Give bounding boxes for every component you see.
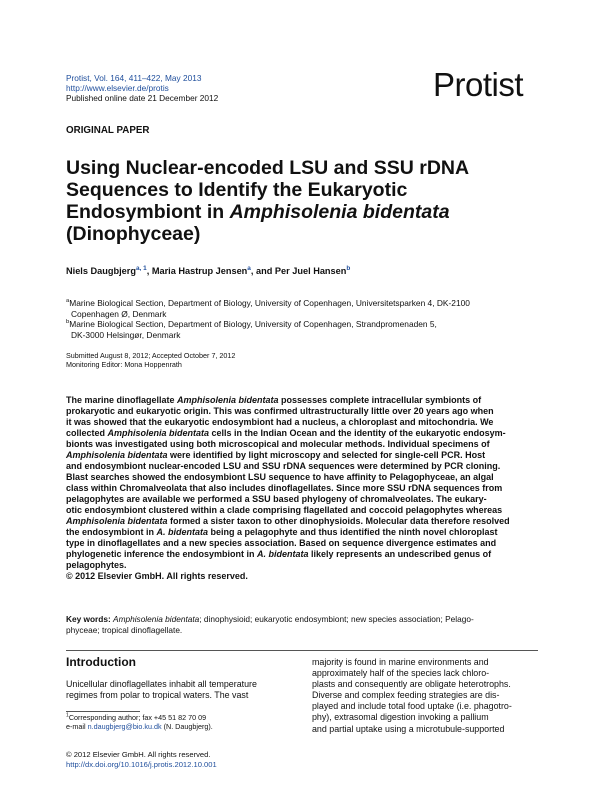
title-line-3: Endosymbiont in Amphisolenia bidentata bbox=[66, 201, 450, 223]
article-title bbox=[66, 157, 536, 245]
author-affil-link[interactable]: a bbox=[247, 264, 251, 272]
journal-url[interactable]: http://www.elsevier.de/protis bbox=[66, 83, 169, 93]
affiliations: $^a$Marine Biological Section, Department of Biology, University of Copenhagen, Universitetsparken 4, DK-2100 Copenhagen Ø, Denmark $^b$Marine Biological Section, Department of Biology, University of Copenhagen, Strandpromenaden 5, DK-3000 Helsingør, Denmark bbox=[66, 298, 566, 340]
section-divider bbox=[66, 650, 538, 651]
author-name: Niels Daugbjerg bbox=[66, 266, 136, 276]
author-name: Per Juel Hansen bbox=[274, 266, 347, 276]
author-name: Maria Hastrup Jensen bbox=[151, 266, 248, 276]
title-species: Amphisolenia bidentata bbox=[229, 201, 450, 223]
affiliation-a: $^a$Marine Biological Section, Department of Biology, University of Copenhagen, Universitetsparken 4, DK-2100 bbox=[66, 298, 470, 308]
journal-logo: Protist bbox=[433, 66, 524, 103]
published-date: Published online date 21 December 2012 bbox=[66, 93, 219, 103]
intro-right-column: majority is found in marine environments and approximately half of the species lack chloro- plasts and consequently are obligate heterotrophs. Diverse and complex feeding strategies are dis- played and include total food uptake (i.e. phagotro- phy), extrasomal digestion invoking a pallium and partial uptake using a microtubule-supported bbox=[312, 657, 512, 734]
keywords-label: Key words: bbox=[66, 614, 114, 624]
paper-type: ORIGINAL PAPER bbox=[66, 125, 150, 136]
intro-left-column: Unicellular dinoflagellates inhabit all temperature regimes from polar to tropical waters. The vast bbox=[66, 679, 257, 701]
author-list: Niels Daugbjerg$^{a, 1}$, Maria Hastrup Jensen$^a$, and Per Juel Hansen$^b$ bbox=[66, 264, 351, 276]
doi-link[interactable]: http://dx.doi.org/10.1016/j.protis.2012.10.001 bbox=[66, 759, 217, 769]
email-link[interactable]: n.daugbjerg@bio.ku.dk bbox=[87, 722, 162, 731]
footnote: $^1$Corresponding author; fax +45 51 82 70 09 e-mail n.daugbjerg@bio.ku.dk (N. Daugbjerg). bbox=[66, 712, 213, 731]
submission-info: Submitted August 8, 2012; Accepted October 7, 2012 Monitoring Editor: Mona Hoppenrath bbox=[66, 351, 236, 369]
footnote-divider bbox=[66, 711, 140, 712]
keywords: Key words: Amphisolenia bidentata; dinophysioid; eukaryotic endosymbiont; new species association; Pelago- phyceae; tropical dinoflagellate. bbox=[66, 614, 474, 635]
journal-line[interactable]: Protist, Vol. 164, 411–422, May 2013 bbox=[66, 73, 202, 83]
introduction-heading: Introduction bbox=[66, 655, 136, 669]
affiliation-b: $^b$Marine Biological Section, Department of Biology, University of Copenhagen, Strandpromenaden 5, bbox=[66, 319, 437, 329]
abstract-copyright: © 2012 Elsevier GmbH. All rights reserved. bbox=[66, 571, 248, 581]
title-line-2: Sequences to Identify the Eukaryotic bbox=[66, 179, 408, 201]
abstract: The marine dinoflagellate Amphisolenia bidentata possesses complete intracellular symbionts of prokaryotic and eukaryotic origin. This was confirmed ultrastructurally little over 20 years ago when it was showed that the eukaryotic endosymbiont had a nucleus, a chloroplast and mitochondria. We collected Amphisolenia bidentata cells in the Indian Ocean and the identity of the eukaryotic endosym- bionts was investigated using both microscopical and molecular methods. Individual specimens of Amphisolenia bidentata were identified by light microscopy and selected for single-cell PCR. Host and endosymbiont nuclear-encoded LSU and SSU rDNA sequences were determined by PCR cloning. Blast searches showed the endosymbiont LSU sequence to have affinity to Pelagophyceae, an algal class within Chromalveolata that also includes dinoflagellates. Since more SSU rDNA sequences from pelagophytes are available we performed a SSU based phylogeny of chromalveolates. The eukary- otic endosymbiont clustered within a clade comprising flagellated and coccoid pelagophytes whereas Amphisolenia bidentata formed a sister taxon to other dinophysioids. Molecular data therefore resolved the endosymbiont in A. bidentata being a pelagophyte and thus identified the ninth novel chloroplast type in dinoflagellates and a new species association. Based on sequence divergence estimates and phylogenetic inference the endosymbiont in A. bidentata likely represents an undescribed genus of pelagophytes. © 2012 Elsevier GmbH. All rights reserved. bbox=[66, 395, 536, 582]
author-affil-link[interactable]: b bbox=[346, 264, 351, 272]
page-footer bbox=[66, 750, 217, 769]
title-line-4: (Dinophyceae) bbox=[66, 223, 201, 245]
author-affil-link[interactable]: a, 1 bbox=[135, 264, 147, 272]
title-line-1: Using Nuclear-encoded LSU and SSU rDNA bbox=[66, 157, 470, 179]
footer-copyright: © 2012 Elsevier GmbH. All rights reserved. bbox=[66, 750, 211, 759]
